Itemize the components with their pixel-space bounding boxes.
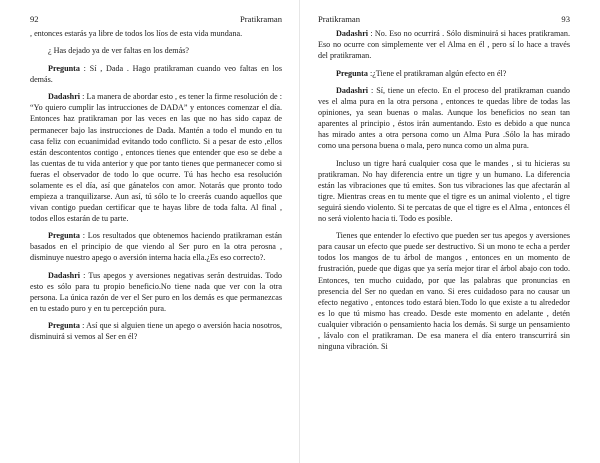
right-running-title: Pratikraman — [318, 14, 360, 24]
speaker-label: Dadashri — [48, 270, 81, 280]
left-running-title: Pratikraman — [240, 14, 282, 24]
right-page-number: 93 — [561, 14, 570, 24]
paragraph-text: Tienes que entender lo efectivo que pueden ser tus apegos y aversiones para causar un efecto que puede ser destructivo. Si un mono te echa a perder todos los mangos de tu árbol de mangos , entonces en un momento de frustración, puede que digas que ya sería mejor tirar el árbol abajo con todo. Entonces, ten mucho cuidado, por que las palabras que pronuncias en presencia del Ser no quedan en vano. Si eres cuidadoso para no causar un efecto negativo , entonces todo estará bien.Todo lo que existe a tu alrededor es lo que tú mismo has creado. Desde este momento en adelante , detén cualquier vibración o pensamiento hacia los demás. Si surge un pensamiento , lávalo con el pratikraman. De esa manera el día entero transcurrirá sin ninguna vibración. Si — [318, 231, 570, 351]
left-page-number: 92 — [30, 14, 39, 24]
paragraph — [30, 63, 282, 85]
paragraph — [318, 85, 570, 151]
paragraph-text: : No. Eso no ocurrirá . Sólo disminuirá si haces pratikraman. Eso no ocurre con simplemente ver el Alma en él , pero sí lo hace a través del pratikraman. — [318, 29, 570, 61]
paragraph-text: Incluso un tigre hará cualquier cosa que le mandes , si tu hicieras su pratikraman. No hay diferencia entre un tigre y un humano. La diferencia están las vibraciones que tú emites. Son tus vibraciones las que afectarán al tigre. Mientras creas en tu mente que el tigre es un animal violento , el tigre seguirá siendo violento. Si te percatas de que el tigre es el Alma , entonces él no será violento hacia ti. Todo es posible. — [318, 158, 570, 223]
paragraph-text: :¿Tiene el pratikraman algún efecto en él? — [367, 68, 507, 78]
paragraph-text: : Tus apegos y aversiones negativas serán destruidas. Todo esto es sólo para tu propio beneficio.No tiene nada que ver con la otra persona. La única razón de ver el Ser puro en los demás es que permanezcas en tu estado puro y en tu percepción pura. — [30, 270, 282, 313]
right-page — [300, 0, 600, 463]
paragraph — [318, 68, 570, 79]
left-running-head — [30, 14, 282, 24]
paragraph — [30, 270, 282, 314]
speaker-label: Pregunta — [48, 231, 80, 241]
paragraph-text: : Sí , Dada . Hago pratikraman cuando veo faltas en los demás. — [30, 63, 282, 84]
speaker-label: Pregunta — [48, 63, 80, 73]
paragraph-text: ¿ Has dejado ya de ver faltas en los demás? — [48, 46, 190, 56]
paragraph-text: : Los resultados que obtenemos haciendo pratikraman están basados en el principio de que viendo al Ser puro en la otra perosna , disminuye nuestro apego o aversión interna hacia ella.¿Es eso correcto?. — [30, 231, 282, 263]
paragraph-text: : Sí, tiene un efecto. En el proceso del pratikraman cuando ves el alma pura en la otra persona , entonces te quedas libre de todas las opiniones, ya sean buenas o malas. Aunque los beneficios no sean tan aparentes al principio , éstos irán aumentando. Esto es debido a que nunca has mirado antes a otra persona como un Alma Pura .Sólo la has mirado como una persona buena o mala, pero nunca como un alma pura. — [318, 85, 570, 151]
right-body-text — [318, 28, 570, 352]
speaker-label: Dadashri — [48, 92, 81, 102]
paragraph — [318, 158, 570, 224]
paragraph — [30, 320, 282, 342]
paragraph — [30, 91, 282, 224]
paragraph — [30, 230, 282, 263]
paragraph-text: : Así que si alguien tiene un apego o aversión hacia nosotros, disminuirá si vemos al Ser en él? — [30, 321, 282, 342]
paragraph — [30, 28, 282, 39]
speaker-label: Dadashri — [336, 29, 369, 38]
paragraph — [318, 230, 570, 352]
paragraph — [30, 45, 282, 56]
speaker-label: Pregunta — [48, 321, 80, 331]
paragraph — [318, 28, 570, 61]
speaker-label: Pregunta — [336, 68, 368, 78]
paragraph-text: : La manera de abordar esto , es tener la firme resolución de : “Yo quiero cumplir las intrucciones de DADA” y entonces comenzar el día. Entonces haz pratikraman por las veces en las que no has sido capaz de permanecer bajo las instrucciones de Dada. Mantén a todo el mundo en tu casa feliz con ecuanimidad evitando todo conflicto. Si a pesar de esto ,ellos están descontentos contigo , entonces tienes que entender que eso se debe a las cuentas de tu vida anterior y que por tanto tienes que permanecer como si fueras el observador de todo lo que ocurre. Tú has hecho esa resolución solamente es el día, así que gánatelos con amor. Notarás que pronto todo empieza a tranquilizarse. Aun así, tú sólo te lo creerás cuando aquellos que vivan contigo puedan certificar que te hayas libre de toda falta. Al final , todos ellos estarán de tu parte. — [30, 92, 282, 223]
left-body-text — [30, 28, 282, 343]
speaker-label: Dadashri — [336, 85, 369, 95]
right-running-head — [318, 14, 570, 24]
paragraph-text: , entonces estarás ya libre de todos los líos de esta vida mundana. — [30, 29, 243, 38]
